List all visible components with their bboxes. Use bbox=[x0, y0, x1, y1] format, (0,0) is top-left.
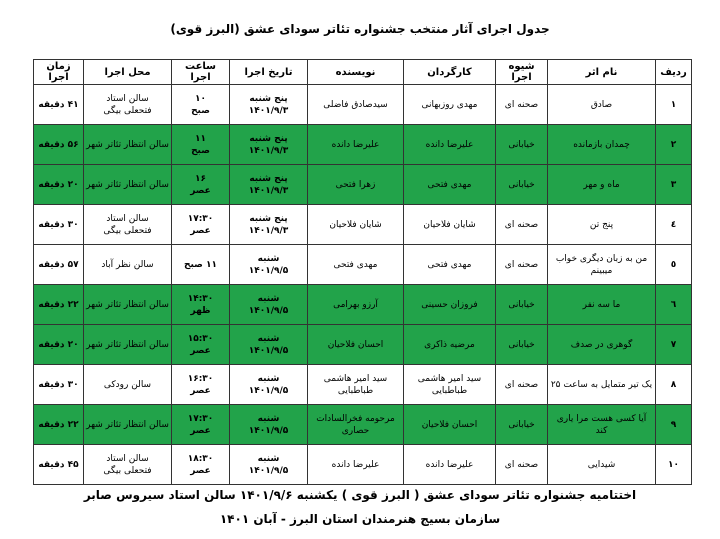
cell-time bbox=[172, 445, 230, 485]
cell-time-text: عصر bbox=[190, 185, 211, 196]
cell-writer bbox=[308, 125, 404, 165]
organization-note: سازمان بسیج هنرمندان استان البرز - آبان ۱۴۰۱ bbox=[219, 512, 501, 526]
cell-date-text: شنبه bbox=[257, 253, 280, 264]
header-row-num: ردیف bbox=[656, 60, 692, 85]
table-row bbox=[34, 85, 692, 125]
cell-style-text: صحنه ای bbox=[504, 259, 539, 270]
header-date: تاریخ اجرا bbox=[230, 60, 308, 85]
cell-director-text: فروزان حسینی bbox=[421, 299, 478, 310]
cell-row-number-text: ٩ bbox=[670, 419, 677, 430]
cell-writer-text: احسان فلاحیان bbox=[327, 339, 384, 350]
cell-work-name bbox=[548, 365, 656, 405]
cell-duration-text: ۲۰ دقیقه bbox=[38, 179, 79, 190]
cell-venue-text: سالن انتظار تئاتر شهر bbox=[86, 339, 169, 350]
cell-date bbox=[230, 165, 308, 205]
cell-venue bbox=[84, 365, 172, 405]
cell-time-text: عصر bbox=[190, 425, 211, 436]
cell-director-text: شایان فلاحیان bbox=[423, 219, 476, 230]
cell-venue bbox=[84, 245, 172, 285]
cell-venue-text: فتحعلی بیگی bbox=[103, 225, 152, 236]
cell-work-name-text: پنج تن bbox=[589, 219, 614, 230]
cell-venue bbox=[84, 165, 172, 205]
cell-writer-text: شایان فلاحیان bbox=[329, 219, 382, 230]
table-row bbox=[34, 285, 692, 325]
cell-director bbox=[404, 405, 496, 445]
cell-style-text: صحنه ای bbox=[504, 99, 539, 110]
cell-style-text: خیابانی bbox=[508, 299, 535, 310]
cell-venue-text: سالن استاد bbox=[106, 453, 149, 464]
cell-date-text: ۱۴۰۱/۹/۳ bbox=[248, 225, 289, 236]
cell-work-name-text: صادق bbox=[590, 99, 613, 110]
cell-style bbox=[496, 285, 548, 325]
cell-row-number bbox=[656, 205, 692, 245]
table-row bbox=[34, 325, 692, 365]
cell-venue bbox=[84, 285, 172, 325]
cell-duration bbox=[34, 285, 84, 325]
cell-writer bbox=[308, 365, 404, 405]
header-work: نام اثر bbox=[548, 60, 656, 85]
cell-style-text: خیابانی bbox=[508, 139, 535, 150]
header-time: ساعت اجرا bbox=[172, 60, 230, 85]
cell-writer bbox=[308, 165, 404, 205]
cell-date-text: شنبه bbox=[257, 293, 280, 304]
cell-duration bbox=[34, 205, 84, 245]
cell-writer bbox=[308, 245, 404, 285]
header-venue: محل اجرا bbox=[84, 60, 172, 85]
table-row bbox=[34, 365, 692, 405]
cell-row-number bbox=[656, 365, 692, 405]
cell-director-text: مهدی روزبهانی bbox=[421, 99, 478, 110]
header-style: شیوه اجرا bbox=[496, 60, 548, 85]
cell-writer bbox=[308, 205, 404, 245]
cell-work-name-text: یک تیر متمایل به ساعت ۲۵ bbox=[550, 379, 653, 390]
page-title: جدول اجرای آثار منتخب جشنواره تئاتر سودای عشق (البرز قوی) bbox=[170, 22, 550, 36]
cell-director bbox=[404, 365, 496, 405]
cell-time-text: ظهر bbox=[190, 305, 211, 316]
cell-work-name-text: چمدان بازمانده bbox=[573, 139, 630, 150]
cell-time-text: ۱۱ bbox=[195, 133, 206, 144]
cell-row-number bbox=[656, 325, 692, 365]
cell-row-number-text: ٨ bbox=[670, 379, 677, 390]
cell-work-name-text: آیا کسی هست مرا یاری کند bbox=[556, 413, 647, 436]
cell-work-name bbox=[548, 165, 656, 205]
cell-director-text: سید امیر هاشمی طباطبایی bbox=[417, 373, 482, 396]
cell-date-text: ۱۴۰۱/۹/۵ bbox=[248, 465, 289, 476]
cell-venue bbox=[84, 125, 172, 165]
cell-director bbox=[404, 245, 496, 285]
cell-duration bbox=[34, 125, 84, 165]
cell-venue-text: سالن رودکی bbox=[103, 379, 152, 390]
cell-venue bbox=[84, 85, 172, 125]
cell-time-text: عصر bbox=[190, 225, 211, 236]
cell-work-name-text: من به زبان دیگری خواب میبینم bbox=[555, 253, 648, 276]
cell-venue bbox=[84, 405, 172, 445]
cell-time-text: ۱۶:۳۰ bbox=[187, 373, 214, 384]
cell-style bbox=[496, 325, 548, 365]
closing-ceremony-note: اختتامیه جشنواره تئاتر سودای عشق ( البرز قوی ) یکشنبه ۱۴۰۱/۹/۶ سالن استاد سیروس صابر bbox=[83, 488, 637, 502]
cell-writer-text: مرحومه فخرالسادات حصاری bbox=[316, 413, 395, 436]
cell-time bbox=[172, 125, 230, 165]
cell-duration bbox=[34, 445, 84, 485]
cell-time bbox=[172, 365, 230, 405]
cell-duration bbox=[34, 365, 84, 405]
cell-writer bbox=[308, 285, 404, 325]
cell-date-text: ۱۴۰۱/۹/۵ bbox=[248, 425, 289, 436]
cell-row-number-text: ١ bbox=[670, 99, 677, 110]
cell-date bbox=[230, 125, 308, 165]
cell-date bbox=[230, 205, 308, 245]
cell-writer-text: مهدی فتحی bbox=[333, 259, 378, 270]
cell-style bbox=[496, 205, 548, 245]
cell-time-text: صبح bbox=[191, 105, 210, 116]
cell-date-text: پنج شنبه bbox=[249, 173, 288, 184]
cell-date bbox=[230, 445, 308, 485]
cell-date-text: ۱۴۰۱/۹/۵ bbox=[248, 265, 289, 276]
cell-duration-text: ۲۲ دقیقه bbox=[38, 419, 79, 430]
cell-venue bbox=[84, 205, 172, 245]
cell-director bbox=[404, 125, 496, 165]
cell-row-number bbox=[656, 245, 692, 285]
cell-duration-text: ۴۵ دقیقه bbox=[38, 459, 79, 470]
cell-time bbox=[172, 245, 230, 285]
cell-duration-text: ۲۲ دقیقه bbox=[38, 299, 79, 310]
cell-writer-text: علیرضا دانده bbox=[331, 139, 380, 150]
cell-venue-text: سالن انتظار تئاتر شهر bbox=[86, 419, 169, 430]
cell-row-number-text: ٢ bbox=[670, 139, 677, 150]
cell-work-name bbox=[548, 85, 656, 125]
cell-duration bbox=[34, 405, 84, 445]
cell-style bbox=[496, 445, 548, 485]
cell-date-text: ۱۴۰۱/۹/۵ bbox=[248, 345, 289, 356]
header-writer: نویسنده bbox=[308, 60, 404, 85]
cell-duration-text: ۳۰ دقیقه bbox=[38, 219, 79, 230]
cell-style-text: خیابانی bbox=[508, 419, 535, 430]
cell-time-text: ۱۷:۳۰ bbox=[187, 413, 214, 424]
cell-work-name bbox=[548, 405, 656, 445]
cell-venue bbox=[84, 445, 172, 485]
cell-writer-text: زهرا فتحی bbox=[335, 179, 376, 190]
cell-date-text: شنبه bbox=[257, 373, 280, 384]
cell-duration-text: ۵۷ دقیقه bbox=[38, 259, 79, 270]
cell-date bbox=[230, 325, 308, 365]
cell-style bbox=[496, 405, 548, 445]
cell-date-text: ۱۴۰۱/۹/۳ bbox=[248, 185, 289, 196]
cell-time bbox=[172, 405, 230, 445]
cell-time bbox=[172, 85, 230, 125]
cell-row-number bbox=[656, 165, 692, 205]
cell-director-text: احسان فلاحیان bbox=[421, 419, 478, 430]
cell-writer bbox=[308, 405, 404, 445]
cell-director bbox=[404, 445, 496, 485]
cell-duration bbox=[34, 325, 84, 365]
cell-style bbox=[496, 165, 548, 205]
cell-writer bbox=[308, 445, 404, 485]
cell-work-name-text: ماه و مهر bbox=[583, 179, 620, 190]
cell-duration-text: ۴۱ دقیقه bbox=[38, 99, 79, 110]
cell-row-number bbox=[656, 85, 692, 125]
cell-work-name bbox=[548, 245, 656, 285]
cell-time bbox=[172, 285, 230, 325]
cell-writer bbox=[308, 325, 404, 365]
cell-time-text: عصر bbox=[190, 345, 211, 356]
cell-venue-text: سالن استاد bbox=[106, 213, 149, 224]
cell-style bbox=[496, 85, 548, 125]
cell-director-text: مهدی فتحی bbox=[427, 179, 472, 190]
cell-duration bbox=[34, 165, 84, 205]
cell-time-text: عصر bbox=[190, 385, 211, 396]
cell-time-text: ۱۱ صبح bbox=[184, 259, 217, 270]
cell-row-number bbox=[656, 445, 692, 485]
cell-date-text: ۱۴۰۱/۹/۵ bbox=[248, 305, 289, 316]
header-director: کارگردان bbox=[404, 60, 496, 85]
cell-date bbox=[230, 245, 308, 285]
schedule-table bbox=[33, 59, 692, 485]
cell-time bbox=[172, 205, 230, 245]
cell-date-text: شنبه bbox=[257, 413, 280, 424]
table-row bbox=[34, 445, 692, 485]
cell-director-text: علیرضا دانده bbox=[425, 459, 474, 470]
table-row bbox=[34, 205, 692, 245]
cell-duration bbox=[34, 85, 84, 125]
cell-duration-text: ۳۰ دقیقه bbox=[38, 379, 79, 390]
cell-work-name-text: ما سه نفر bbox=[582, 299, 621, 310]
cell-venue bbox=[84, 325, 172, 365]
cell-row-number-text: ٤ bbox=[670, 219, 677, 230]
table-row bbox=[34, 125, 692, 165]
cell-date-text: پنج شنبه bbox=[249, 213, 288, 224]
cell-director bbox=[404, 85, 496, 125]
cell-writer-text: علیرضا دانده bbox=[331, 459, 380, 470]
cell-date-text: ۱۴۰۱/۹/۳ bbox=[248, 105, 289, 116]
cell-writer-text: آرزو بهرامی bbox=[333, 299, 378, 310]
cell-style bbox=[496, 245, 548, 285]
cell-venue-text: سالن انتظار تئاتر شهر bbox=[86, 179, 169, 190]
cell-time-text: ۱۷:۳۰ bbox=[187, 213, 214, 224]
table-row bbox=[34, 245, 692, 285]
cell-style-text: خیابانی bbox=[508, 179, 535, 190]
cell-time-text: ۱۵:۳۰ bbox=[187, 333, 214, 344]
cell-row-number-text: ٥ bbox=[670, 259, 677, 270]
cell-work-name bbox=[548, 285, 656, 325]
cell-row-number-text: ٧ bbox=[670, 339, 677, 350]
cell-writer bbox=[308, 85, 404, 125]
cell-date bbox=[230, 365, 308, 405]
cell-style bbox=[496, 365, 548, 405]
cell-work-name bbox=[548, 325, 656, 365]
cell-row-number-text: ٣ bbox=[670, 179, 677, 190]
header-duration: زمان اجرا bbox=[34, 60, 84, 85]
cell-work-name bbox=[548, 125, 656, 165]
cell-work-name bbox=[548, 205, 656, 245]
cell-time-text: ۱۶ bbox=[195, 173, 206, 184]
cell-work-name-text: گوهری در صدف bbox=[570, 339, 633, 350]
cell-writer-text: سید امیر هاشمی طباطبایی bbox=[323, 373, 388, 396]
cell-work-name-text: شیدایی bbox=[587, 459, 616, 470]
cell-time-text: عصر bbox=[190, 465, 211, 476]
cell-director-text: مرضیه ذاکری bbox=[424, 339, 475, 350]
cell-date-text: ۱۴۰۱/۹/۳ bbox=[248, 145, 289, 156]
cell-venue-text: سالن انتظار تئاتر شهر bbox=[86, 299, 169, 310]
cell-director bbox=[404, 285, 496, 325]
cell-director bbox=[404, 165, 496, 205]
cell-style-text: صحنه ای bbox=[504, 379, 539, 390]
cell-director bbox=[404, 325, 496, 365]
cell-date bbox=[230, 285, 308, 325]
cell-row-number bbox=[656, 125, 692, 165]
cell-date-text: شنبه bbox=[257, 333, 280, 344]
cell-duration bbox=[34, 245, 84, 285]
cell-venue-text: سالن نظر آباد bbox=[101, 259, 154, 270]
cell-date-text: پنج شنبه bbox=[249, 133, 288, 144]
cell-director-text: مهدی فتحی bbox=[427, 259, 472, 270]
cell-row-number-text: ٦ bbox=[670, 299, 677, 310]
cell-duration-text: ۲۰ دقیقه bbox=[38, 339, 79, 350]
table-row bbox=[34, 405, 692, 445]
cell-style-text: صحنه ای bbox=[504, 219, 539, 230]
cell-venue-text: فتحعلی بیگی bbox=[103, 105, 152, 116]
cell-row-number bbox=[656, 285, 692, 325]
cell-date-text: شنبه bbox=[257, 453, 280, 464]
cell-style bbox=[496, 125, 548, 165]
cell-date bbox=[230, 85, 308, 125]
cell-time-text: صبح bbox=[191, 145, 210, 156]
cell-row-number-text: ١٠ bbox=[668, 459, 679, 470]
cell-row-number bbox=[656, 405, 692, 445]
header-row bbox=[34, 60, 692, 85]
cell-date-text: پنج شنبه bbox=[249, 93, 288, 104]
cell-date bbox=[230, 405, 308, 445]
cell-venue-text: فتحعلی بیگی bbox=[103, 465, 152, 476]
cell-director bbox=[404, 205, 496, 245]
cell-date-text: ۱۴۰۱/۹/۵ bbox=[248, 385, 289, 396]
cell-time bbox=[172, 165, 230, 205]
table-row bbox=[34, 165, 692, 205]
cell-director-text: علیرضا دانده bbox=[425, 139, 474, 150]
cell-duration-text: ۵۶ دقیقه bbox=[38, 139, 79, 150]
cell-work-name bbox=[548, 445, 656, 485]
cell-venue-text: سالن استاد bbox=[106, 93, 149, 104]
cell-style-text: صحنه ای bbox=[504, 459, 539, 470]
cell-time bbox=[172, 325, 230, 365]
cell-time-text: ۱۴:۳۰ bbox=[187, 293, 214, 304]
cell-writer-text: سیدصادق فاضلی bbox=[323, 99, 388, 110]
cell-style-text: خیابانی bbox=[508, 339, 535, 350]
cell-venue-text: سالن انتظار تئاتر شهر bbox=[86, 139, 169, 150]
cell-time-text: ۱۰ bbox=[195, 93, 206, 104]
cell-time-text: ۱۸:۳۰ bbox=[187, 453, 214, 464]
